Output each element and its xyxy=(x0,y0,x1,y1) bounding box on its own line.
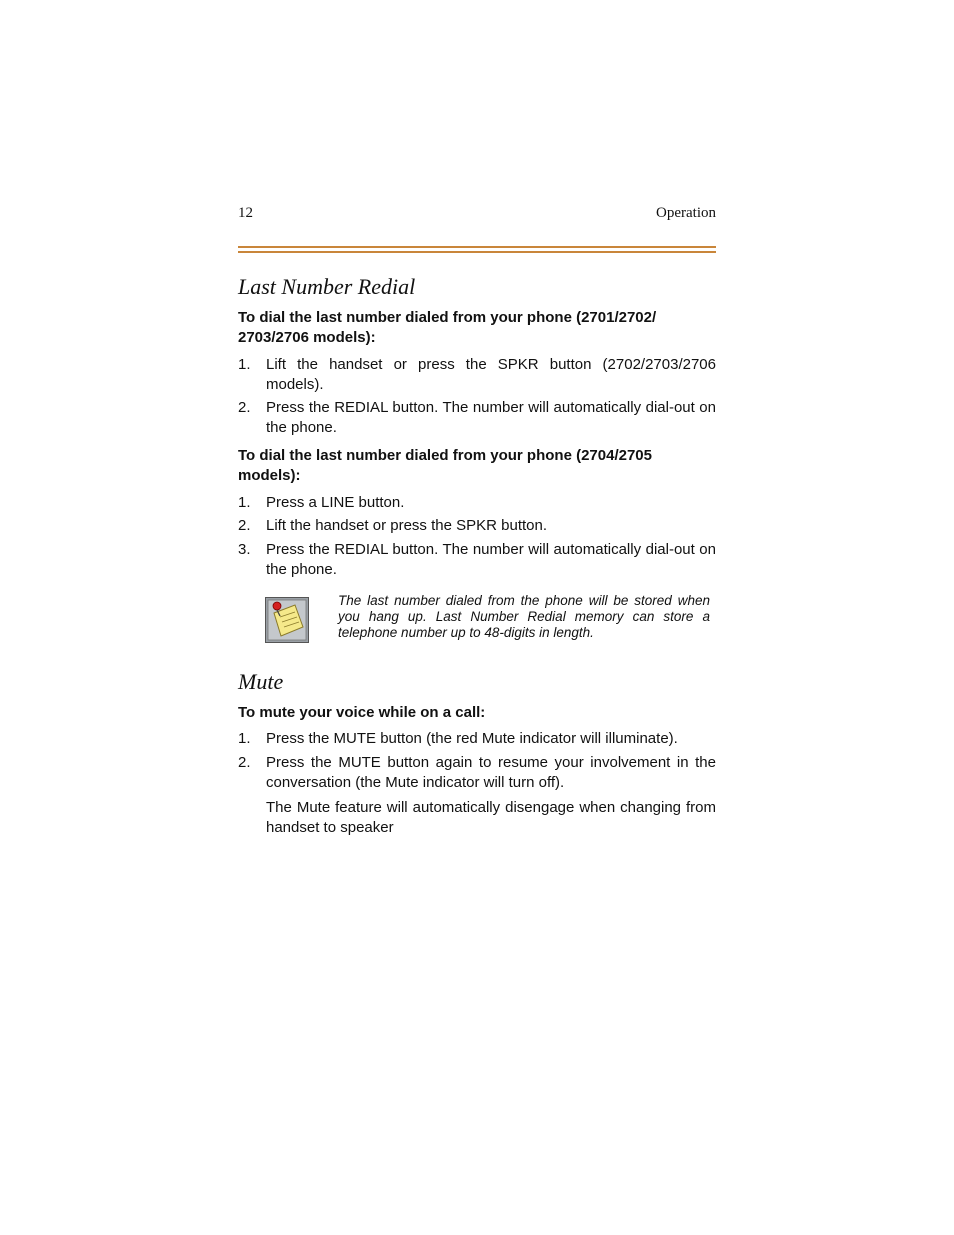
redial-subheading-2: To dial the last number dialed from your phone (2704/2705 models): xyxy=(238,447,652,484)
step-text: Press the REDIAL button. The number will automatically dial-out on the phone. xyxy=(266,399,716,436)
section-title-mute: Mute xyxy=(238,669,284,694)
redial-subheading-1: To dial the last number dialed from your phone (2701/2702/ 2703/2706 models): xyxy=(238,309,657,346)
note-pin-icon xyxy=(265,597,309,643)
page-header xyxy=(238,205,716,225)
page-number: 12 xyxy=(238,205,253,221)
header-rule-bottom xyxy=(238,251,716,253)
step-number: 1. xyxy=(238,356,251,373)
step-number: 2. xyxy=(238,517,251,534)
step-text: Press the REDIAL button. The number will automatically dial-out on the phone. xyxy=(266,541,716,578)
section-name: Operation xyxy=(656,205,716,221)
step-text: Press the MUTE button (the red Mute indicator will illuminate). xyxy=(266,730,678,747)
step-number: 1. xyxy=(238,730,251,747)
section-title-redial: Last Number Redial xyxy=(238,274,416,299)
header-rule-top xyxy=(238,246,716,248)
step-number: 2. xyxy=(238,754,251,771)
step-number: 3. xyxy=(238,541,251,558)
step-number: 2. xyxy=(238,399,251,416)
step-text: Lift the handset or press the SPKR button (2702/2703/2706 models). xyxy=(266,356,716,393)
step-text: Press a LINE button. xyxy=(266,494,405,511)
step-number: 1. xyxy=(238,494,251,511)
step-text: Press the MUTE button again to resume your involvement in the conversation (the Mute indicator will turn off). xyxy=(266,754,716,791)
mute-note-paragraph: The Mute feature will automatically disengage when changing from handset to speaker xyxy=(266,799,716,836)
note-text: The last number dialed from the phone will be stored when you hang up. Last Number Redial memory can store a telephone number up to 48-digits in length. xyxy=(338,593,710,640)
step-text: Lift the handset or press the SPKR button. xyxy=(266,517,548,534)
mute-subheading: To mute your voice while on a call: xyxy=(238,704,486,721)
